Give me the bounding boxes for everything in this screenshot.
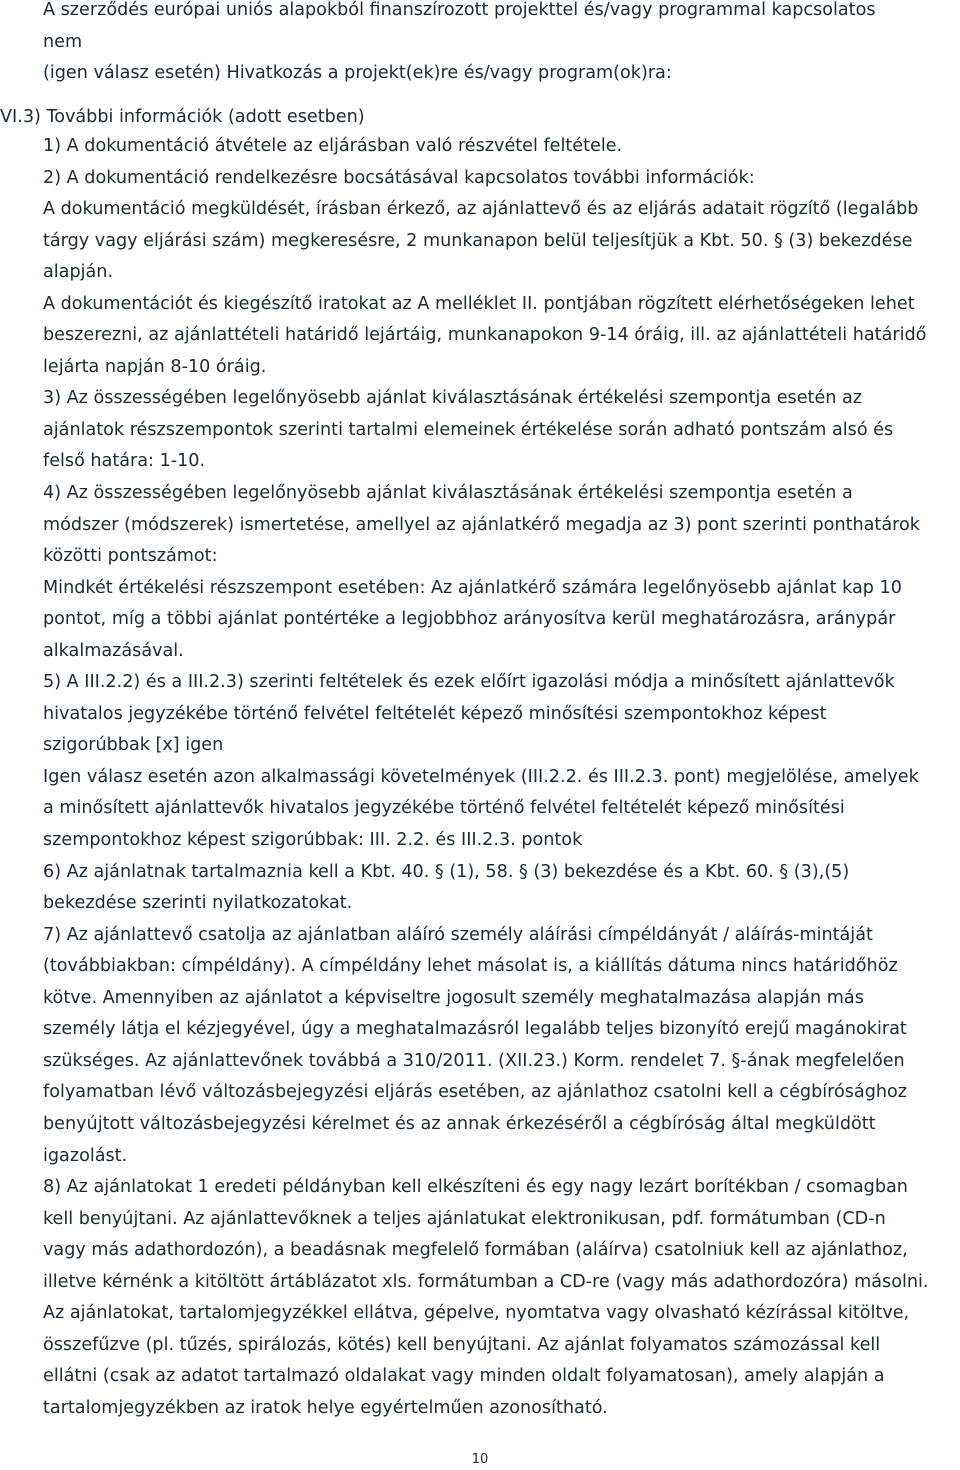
text-line: felső határa: 1-10. — [43, 451, 206, 472]
text-line: szigorúbbak [x] igen — [43, 735, 224, 756]
text-line: alkalmazásával. — [43, 640, 184, 661]
text-line: közötti pontszámot: — [43, 546, 218, 567]
eu-funding-section — [43, 0, 955, 90]
text-line: tartalomjegyzékben az iratok helye egyértelműen azonosítható. — [43, 1397, 608, 1418]
text-line: ajánlatok részszempontok szerinti tartalmi elemeinek értékelése során adható pontszám alsó és — [43, 419, 894, 440]
text-line: ellátni (csak az adatot tartalmazó oldalakat vagy minden oldalt folyamatosan), amely alapján a — [43, 1366, 885, 1387]
text-line: (továbbiakban: címpéldány). A címpéldány lehet másolat is, a kiállítás dátuma nincs határidőhöz — [43, 956, 898, 977]
text-line: 1) A dokumentáció átvétele az eljárásban való részvétel feltétele. — [43, 136, 623, 156]
text-line: pontot, míg a többi ajánlat pontértéke a legjobbhoz arányosítva kerül meghatározásra, aránypár — [43, 609, 896, 630]
text-line: illetve kérnénk a kitöltött ártáblázatot xls. formátumban a CD-re (vagy más adathordozóra) másolni. — [43, 1271, 929, 1292]
text-line: (igen válasz esetén) Hivatkozás a projekt(ek)re és/vagy program(ok)ra: — [43, 63, 672, 84]
text-line: 4) Az összességében legelőnyösebb ajánlat kiválasztásának értékelési szempontja esetén a — [43, 483, 853, 504]
text-line: Igen válasz esetén azon alkalmassági követelmények (III.2.2. és III.2.3. pont) megjelölése, amelyek — [43, 766, 919, 787]
text-line: A dokumentáció megküldését, írásban érkező, az ajánlattevő és az eljárás adatait rögzítő (legalább — [43, 199, 919, 220]
text-line: összefűzve (pl. tűzés, spirálozás, kötés) kell benyújtani. Az ajánlat folyamatos számozással kell — [43, 1334, 881, 1355]
text-line: szempontokhoz képest szigorúbbak: III. 2.2. és III.2.3. pontok — [43, 830, 583, 851]
text-line: 8) Az ajánlatokat 1 eredeti példányban kell elkészíteni és egy nagy lezárt borítékban / csomagban — [43, 1177, 908, 1198]
text-line: kell benyújtani. Az ajánlattevőknek a teljes ajánlatukat elektronikusan, pdf. formátumban (CD-n — [43, 1208, 886, 1229]
text-line: szükséges. Az ajánlattevőnek továbbá a 310/2011. (XII.23.) Korm. rendelet 7. §-ának megfelelően — [43, 1050, 905, 1071]
text-line: nem — [43, 31, 83, 52]
page-number: 10 — [471, 1452, 489, 1467]
text-line: benyújtott változásbejegyzési kérelmet és az annak érkezéséről a cégbíróság által megküldött — [43, 1113, 876, 1134]
text-line: beszerezni, az ajánlattételi határidő lejártáig, munkanapokon 9-14 óráig, ill. az ajánlattételi határidő — [43, 325, 927, 346]
text-line: 2) A dokumentáció rendelkezésre bocsátásával kapcsolatos további információk: — [43, 167, 755, 188]
text-line: Az ajánlatokat, tartalomjegyzékkel ellátva, gépelve, nyomtatva vagy olvasható kézírással kitöltve, — [43, 1303, 910, 1324]
text-line: módszer (módszerek) ismertetése, amellyel az ajánlatkérő megadja az 3) pont szerinti ponthatárok — [43, 514, 920, 535]
text-line: lejárta napján 8-10 óráig. — [43, 356, 267, 377]
text-line: 6) Az ajánlatnak tartalmaznia kell a Kbt. 40. § (1), 58. § (3) bekezdése és a Kbt. 60. § (3),(5) — [43, 861, 850, 882]
text-line: A dokumentációt és kiegészítő iratokat az A melléklet II. pontjában rögzített elérhetőségeken lehet — [43, 293, 915, 314]
text-line: személy látja el kézjegyével, úgy a meghatalmazásról legalább teljes bizonyító erejű magánokirat — [43, 1019, 907, 1040]
additional-information-body — [43, 131, 955, 1424]
text-line: A szerződés európai uniós alapokból finanszírozott projekttel és/vagy programmal kapcsolatos — [43, 0, 876, 20]
text-line: a minősített ajánlattevők hivatalos jegyzékébe történő felvétel feltételét képező minősítési — [43, 798, 845, 819]
text-line: folyamatban lévő változásbejegyzési eljárás esetében, az ajánlathoz csatolni kell a cégbírósághoz — [43, 1082, 908, 1103]
text-line: tárgy vagy eljárási szám) megkeresésre, 2 munkanapon belül teljesítjük a Kbt. 50. § (3) bekezdése — [43, 230, 913, 251]
text-line: Mindkét értékelési részszempont esetében: Az ajánlatkérő számára legelőnyösebb ajánlat kap 10 — [43, 577, 902, 598]
text-line: bekezdése szerinti nyilatkozatokat. — [43, 893, 353, 914]
text-line: hivatalos jegyzékébe történő felvétel feltételét képező minősítési szempontokhoz képest — [43, 703, 827, 724]
section-heading-vi3: VI.3) További információk (adott esetben) — [0, 107, 365, 127]
text-line: 7) Az ajánlattevő csatolja az ajánlatban aláíró személy aláírási címpéldányát / aláírás-mintáját — [43, 924, 873, 945]
text-line: igazolást. — [43, 1145, 128, 1166]
text-line: 5) A III.2.2) és a III.2.3) szerinti feltételek és ezek előírt igazolási módja a minősített ajánlattevők — [43, 672, 895, 693]
text-line: vagy más adathordozón), a beadásnak megfelelő formában (aláírva) csatolniuk kell az ajánlathoz, — [43, 1240, 908, 1261]
text-line: alapján. — [43, 262, 114, 283]
text-line: 3) Az összességében legelőnyösebb ajánlat kiválasztásának értékelési szempontja esetén az — [43, 388, 863, 409]
text-line: kötve. Amennyiben az ajánlatot a képviseltre jogosult személy meghatalmazása alapján más — [43, 987, 864, 1008]
